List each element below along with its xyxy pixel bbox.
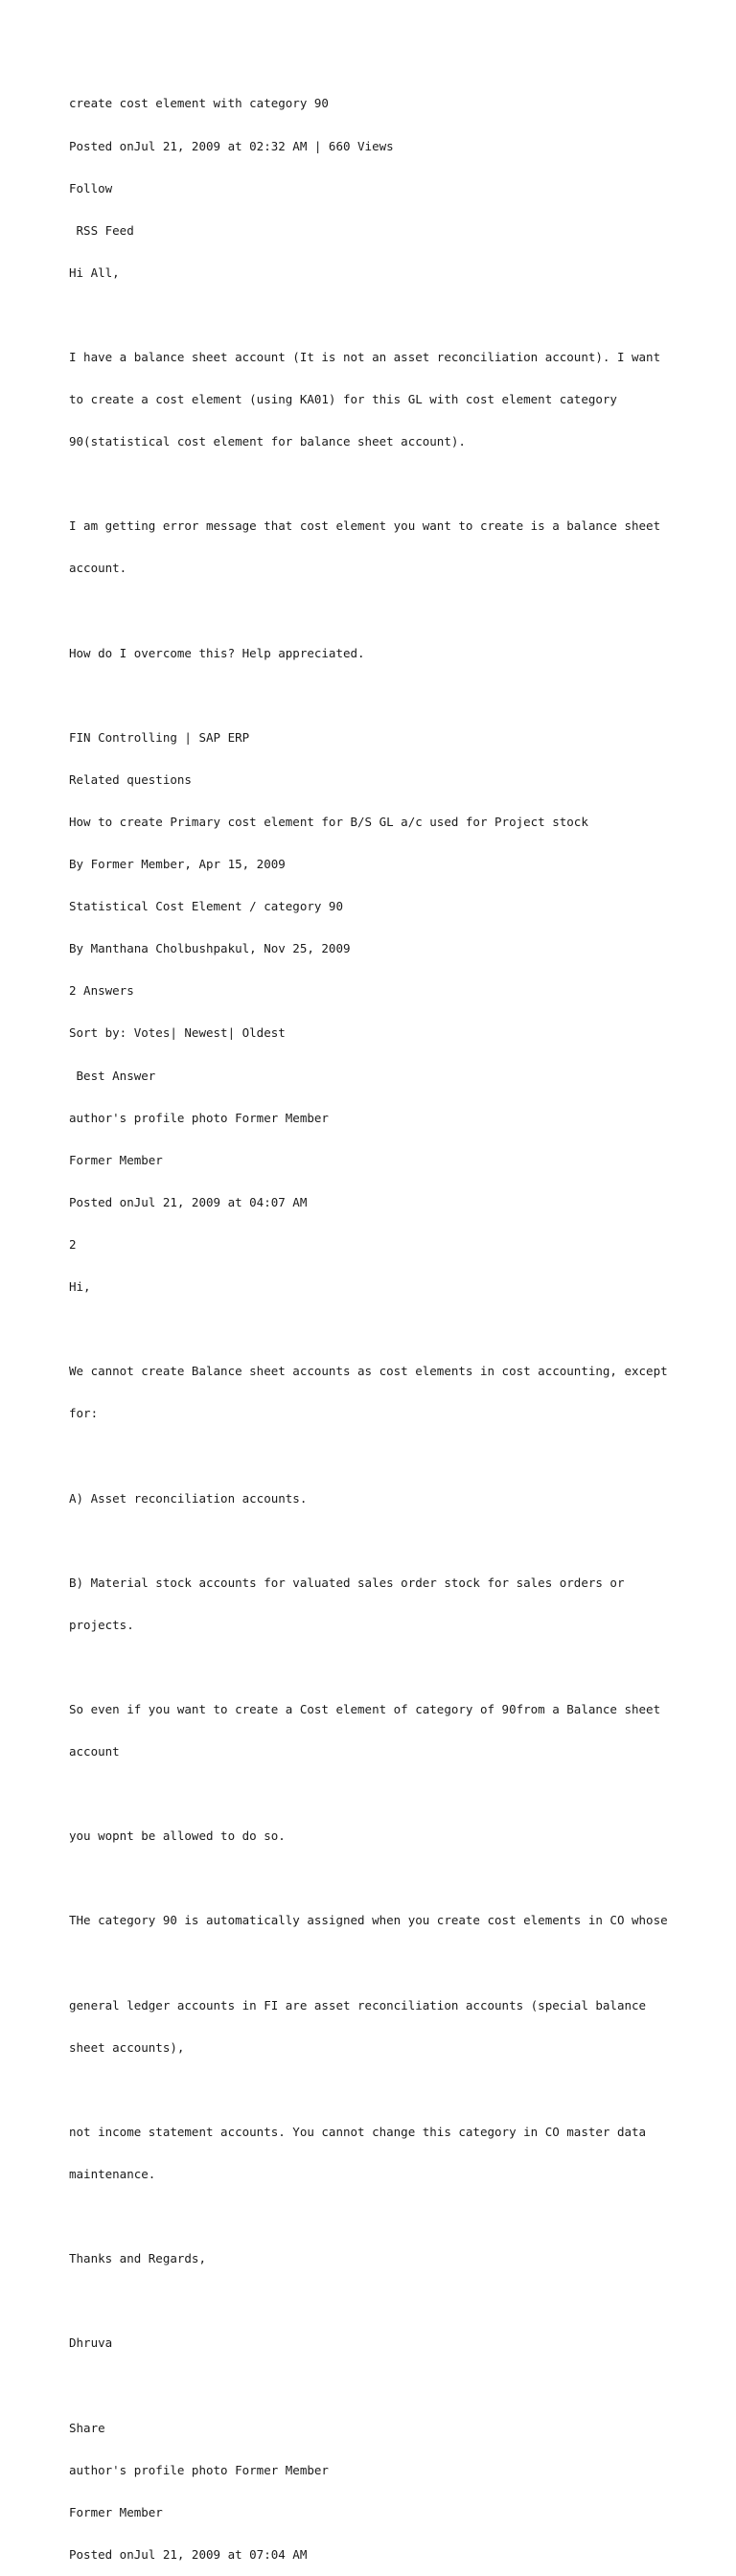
spacer bbox=[69, 477, 702, 492]
answer-signature: Dhruva bbox=[69, 2335, 113, 2351]
question-body-line: to create a cost element (using KA01) for this GL with cost element category bbox=[69, 392, 617, 407]
answer-body-line: THe category 90 is automatically assigned when you create cost elements in CO whose bbox=[69, 1913, 668, 1928]
question-posted-info: Posted onJul 21, 2009 at 02:32 AM | 660 Views bbox=[69, 138, 394, 153]
share-link[interactable]: Share bbox=[69, 2420, 105, 2435]
spacer bbox=[69, 689, 702, 703]
question-body-line: 90(statistical cost element for balance sheet account). bbox=[69, 434, 466, 449]
rss-feed-link[interactable]: RSS Feed bbox=[69, 222, 134, 238]
answer-signoff: Thanks and Regards, bbox=[69, 2251, 206, 2266]
document-page bbox=[69, 69, 702, 2576]
related-question-link[interactable]: How to create Primary cost element for B/S GL a/c used for Project stock bbox=[69, 815, 588, 829]
follow-link[interactable]: Follow bbox=[69, 180, 113, 196]
answer-body-line: So even if you want to create a Cost element of category of 90from a Balance sheet bbox=[69, 1701, 661, 1716]
question-body-line: How do I overcome this? Help appreciated. bbox=[69, 645, 365, 660]
spacer bbox=[69, 309, 702, 323]
avatar: author's profile photo Former Member bbox=[69, 1110, 329, 1125]
spacer bbox=[69, 1787, 702, 1802]
spacer bbox=[69, 1872, 702, 1886]
spacer bbox=[69, 2379, 702, 2393]
answer-body-line: maintenance. bbox=[69, 2167, 156, 2181]
question-tags[interactable]: FIN Controlling | SAP ERP bbox=[69, 729, 250, 745]
answer-body-line: you wopnt be allowed to do so. bbox=[69, 1828, 286, 1844]
answer-posted-info: Posted onJul 21, 2009 at 07:04 AM bbox=[69, 2546, 308, 2562]
question-body-line: account. bbox=[69, 561, 127, 576]
spacer bbox=[69, 1449, 702, 1463]
spacer bbox=[69, 2294, 702, 2309]
spacer bbox=[69, 2210, 702, 2224]
avatar: author's profile photo Former Member bbox=[69, 2462, 329, 2477]
answer-body-line: B) Material stock accounts for valuated sales order stock for sales orders or bbox=[69, 1575, 625, 1590]
answer-body-line: projects. bbox=[69, 1617, 134, 1632]
answer-body-line: general ledger accounts in FI are asset reconciliation accounts (special balance bbox=[69, 1997, 647, 2012]
spacer bbox=[69, 1661, 702, 1675]
answer-body-line: A) Asset reconciliation accounts. bbox=[69, 1490, 308, 1506]
spacer bbox=[69, 1534, 702, 1549]
spacer bbox=[69, 1957, 702, 1971]
answer-body-line: sheet accounts), bbox=[69, 2039, 185, 2055]
answers-count: 2 Answers bbox=[69, 983, 134, 999]
answer-vote-count: 2 bbox=[69, 1236, 77, 1252]
related-questions-heading: Related questions bbox=[69, 771, 192, 787]
answer-posted-info: Posted onJul 21, 2009 at 04:07 AM bbox=[69, 1194, 308, 1209]
answer-body-line: not income statement accounts. You cannot change this category in CO master data bbox=[69, 2124, 647, 2139]
spacer bbox=[69, 1322, 702, 1337]
answer-author[interactable]: Former Member bbox=[69, 1152, 163, 1167]
answer-body-line: for: bbox=[69, 1406, 99, 1421]
answer-author[interactable]: Former Member bbox=[69, 2504, 163, 2519]
spacer bbox=[69, 605, 702, 619]
related-question-byline: By Former Member, Apr 15, 2009 bbox=[69, 857, 286, 872]
best-answer-label: Best Answer bbox=[69, 1068, 156, 1083]
answer-body-line: account bbox=[69, 1744, 120, 1760]
related-question-link[interactable]: Statistical Cost Element / category 90 bbox=[69, 899, 343, 914]
related-question-byline: By Manthana Cholbushpakul, Nov 25, 2009 bbox=[69, 941, 351, 956]
question-greeting: Hi All, bbox=[69, 264, 120, 280]
answer-body-line: We cannot create Balance sheet accounts as cost elements in cost accounting, except bbox=[69, 1364, 668, 1379]
answer-greeting: Hi, bbox=[69, 1279, 91, 1295]
question-body-line: I am getting error message that cost element you want to create is a balance sheet bbox=[69, 518, 661, 534]
question-body-line: I have a balance sheet account (It is not an asset reconciliation account). I want bbox=[69, 349, 661, 364]
spacer bbox=[69, 2083, 702, 2098]
question-title: create cost element with category 90 bbox=[69, 96, 329, 111]
sort-options[interactable]: Sort by: Votes| Newest| Oldest bbox=[69, 1025, 286, 1041]
